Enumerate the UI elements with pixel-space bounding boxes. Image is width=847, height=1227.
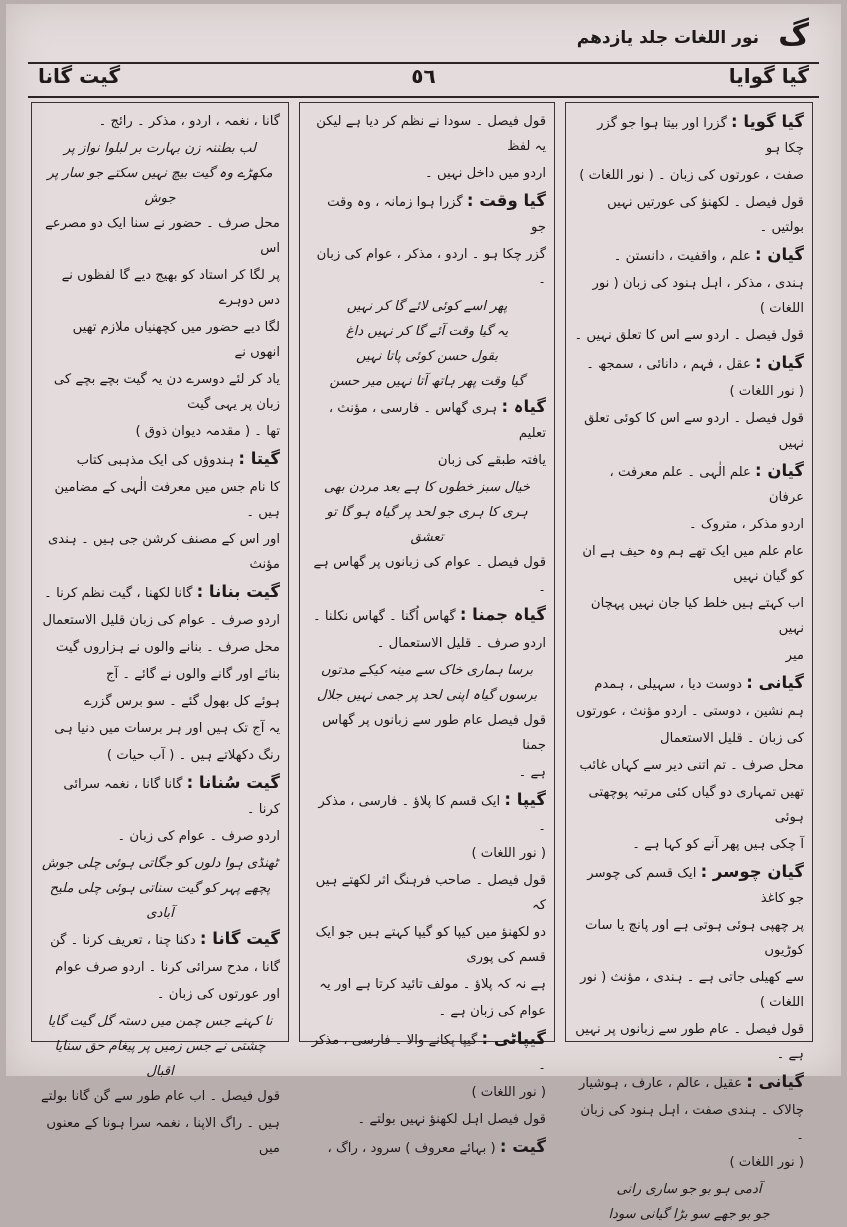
entry-definition: عقل ، فہم ، دانائی ، سمجھ ۔ bbox=[586, 357, 751, 372]
text-line: رنگ دکھلاتے ہیں ۔ ( آب حیات ) bbox=[106, 748, 280, 763]
entry-headword: گیانی : bbox=[746, 673, 804, 692]
entry-headword: گیت بنانا : bbox=[196, 582, 280, 601]
dictionary-entry bbox=[40, 446, 280, 473]
text-line: عام علم میں ایک تھے ہم وہ حیف ہے ان کو گیان نہیں bbox=[582, 544, 804, 584]
text-line: محل صرف ۔ بنانے والوں نے ہزاروں گیت bbox=[55, 640, 280, 655]
dictionary-page bbox=[6, 4, 841, 1222]
dictionary-entry bbox=[308, 394, 546, 446]
dictionary-volume-title: نور اللغات جلد یازدھم bbox=[576, 28, 759, 48]
entry-headword: گیتا : bbox=[238, 449, 280, 468]
column-middle bbox=[299, 102, 555, 1156]
text-line: یاد کر لئے دوسرے دن یہ گیت بچے بچے کی زبان پر یہی گیت bbox=[53, 372, 280, 412]
entry-definition: علم الٰہی ۔ علم معرفت ، عرفان bbox=[609, 465, 804, 505]
text-line: میر bbox=[785, 648, 804, 663]
text-line: ہم نشین ، دوستی ۔ اردو مؤنث ، عورتوں bbox=[576, 704, 804, 719]
entry-headword: گیاہ جمنا : bbox=[459, 605, 546, 624]
column-right bbox=[565, 102, 813, 1222]
text-line: سے کھیلی جاتی ہے ۔ ہندی ، مؤنث ( نور اللغات ) bbox=[580, 970, 804, 1010]
text-line: گانا ، مدح سرائی کرنا ۔ اردو صرف عوام bbox=[55, 960, 280, 975]
entry-headword: گیپا : bbox=[504, 790, 546, 809]
text-line: اردو میں داخل نہیں ۔ bbox=[425, 166, 546, 181]
running-header bbox=[28, 62, 819, 96]
text-line: محل صرف ۔ حضور نے سنا ایک دو مصرعے اس bbox=[45, 216, 280, 256]
text-line: اردو صرف ۔ قلیل الاستعمال ۔ bbox=[376, 636, 546, 651]
text-line: قول فیصل ۔ اردو سے اس کا کوئی تعلق نہیں bbox=[584, 411, 804, 451]
verse-line: گیا وقت پھر ہاتھ آتا نہیں میر حسن bbox=[329, 374, 525, 389]
text-line: قول فیصل ۔ سودا نے نظم کر دیا ہے لیکن یہ لفظ bbox=[316, 114, 546, 154]
text-line: ( نور اللغات ) bbox=[729, 1155, 804, 1170]
entry-headword: گیت گانا : bbox=[199, 929, 280, 948]
text-line: اردو صرف ۔ عوام کی زبان ۔ bbox=[117, 829, 280, 844]
entry-definition: دکنا چنا ، تعریف کرنا ۔ گن bbox=[50, 933, 196, 948]
entry-definition: گزرا ہوا زمانہ ، وہ وقت جو bbox=[327, 195, 546, 235]
verse-line: خیال سبز خطوں کا ہے بعد مردن بھی bbox=[323, 480, 531, 495]
text-line: تھا ۔ ( مقدمہ دیوان ذوق ) bbox=[135, 424, 280, 439]
text-line: لگا دیے حضور میں کچھنیاں ملازم تھیں انھوں نے bbox=[72, 320, 280, 360]
verse-line: چشتی نے جس زمیں پر پیغام حق سنایا اقبال bbox=[54, 1039, 266, 1079]
verse-line: پچھے پہر کو گیت سناتی ہوئی چلی ملیح آبادی bbox=[49, 881, 271, 921]
text-line: قول فیصل ۔ اب عام طور سے گن گانا بولتے bbox=[41, 1089, 280, 1104]
verse-line: مکھڑے وہ گیت بیچ نہیں سکتے جو سار پر جوش bbox=[47, 166, 273, 206]
entry-definition: گیپا پکانے والا ۔ فارسی ، مذکر ۔ bbox=[311, 1033, 546, 1073]
text-line: اردو مذکر ، متروک ۔ bbox=[688, 517, 804, 532]
text-line: بنائے اور گانے والوں نے گائے ۔ آج bbox=[105, 667, 280, 682]
last-headword: گیت گانا bbox=[38, 64, 121, 88]
verse-line: برسوں گیاہ اپنی لحد پر جمی نہیں جلال bbox=[316, 688, 538, 703]
text-line: یافتہ طبقے کی زبان bbox=[437, 453, 546, 468]
text-line: ( نور اللغات ) bbox=[729, 384, 804, 399]
text-line: گزر چکا ہو ۔ اردو ، مذکر ، عوام کی زبان ۔ bbox=[316, 247, 546, 287]
text-line: دو لکھنؤ میں کیپا کو گیپا کہتے ہیں جو ایک قسم کی پوری bbox=[315, 925, 546, 965]
text-line: اردو صرف ۔ عوام کی زبان قلیل الاستعمال bbox=[42, 613, 280, 628]
entry-definition: گھاس اُگنا ۔ گھاس نکلنا ۔ bbox=[313, 609, 456, 624]
entry-headword: گیاہ : bbox=[501, 397, 546, 416]
entry-headword: گیان : bbox=[755, 245, 804, 264]
dictionary-entry bbox=[574, 1069, 804, 1096]
text-line: اب کہتے ہیں خلط کیا جان نہیں پہچان نہیں bbox=[590, 596, 804, 636]
first-headword: گیا گوایا bbox=[728, 64, 809, 88]
text-line: قول فیصل ۔ اردو سے اس کا تعلق نہیں ۔ bbox=[574, 328, 804, 343]
text-line: اور اس کے مصنف کرشن جی ہیں ۔ ہندی مؤنث bbox=[47, 532, 280, 572]
verse-line: جو بو جھے سو بڑا گیانی سودا bbox=[608, 1207, 770, 1222]
text-line: عوام کی زبان ہے ۔ bbox=[438, 1004, 546, 1019]
text-line: قول فیصل عام طور سے زبانوں پر گھاس جمنا bbox=[322, 713, 546, 753]
verse-line: نا کہنے جس چمن میں دستہ گل گیت گایا bbox=[47, 1014, 273, 1029]
entry-headword: گیپاٹی : bbox=[481, 1029, 546, 1048]
text-line: ( نور اللغات ) bbox=[471, 1085, 546, 1100]
verse-line: آدمی ہو بو جو ساری رانی bbox=[616, 1182, 762, 1197]
entry-headword: گیت : bbox=[499, 1137, 546, 1156]
entry-definition: ہری گھاس ۔ فارسی ، مؤنث ، تعلیم bbox=[328, 401, 546, 441]
text-line: آ چکی ہیں پھر آنے کو کہا ہے ۔ bbox=[632, 837, 804, 852]
page-number: ٥٦ bbox=[411, 64, 436, 88]
entry-headword: گیانی : bbox=[746, 1072, 804, 1091]
dictionary-entry bbox=[308, 787, 546, 839]
text-line: صفت ، عورتوں کی زبان ۔ ( نور اللغات ) bbox=[579, 168, 804, 183]
text-line: ہے ۔ bbox=[518, 765, 546, 780]
text-line: اور عورتوں کی زبان ۔ bbox=[156, 987, 280, 1002]
dictionary-entry bbox=[40, 926, 280, 953]
dictionary-entry bbox=[308, 602, 546, 629]
text-line: ہندی ، مذکر ، اہل ہنود کی زبان ( نور اللغات ) bbox=[592, 276, 804, 316]
entry-definition: ( بہائے معروف ) سرود ، راگ ، bbox=[327, 1141, 496, 1156]
verse-line: برسا ہماری خاک سے مینہ کیکے مدتوں bbox=[320, 663, 534, 678]
entry-definition: ایک قسم کا پلاؤ ۔ فارسی ، مذکر ۔ bbox=[318, 794, 546, 834]
entry-definition: گانا لکھنا ، گیت نظم کرنا ۔ bbox=[44, 586, 193, 601]
text-line: کا نام جس میں معرفت الٰہی کے مضامین ہیں ۔ bbox=[54, 480, 280, 520]
verse-line: پھر اسے کوئی لائے گا کر نہیں bbox=[346, 299, 508, 314]
entry-headword: گیت سُنانا : bbox=[186, 773, 280, 792]
entry-headword: گیان چوسر : bbox=[700, 862, 804, 881]
text-line: چالاک ۔ ہندی صفت ، اہل ہنود کی زبان ۔ bbox=[580, 1103, 804, 1143]
entry-definition: ایک قسم کی چوسر جو کاغذ bbox=[587, 866, 804, 906]
text-line: پر چھپی ہوئی ہوتی ہے اور پانچ یا سات کوڑیوں bbox=[585, 918, 804, 958]
dictionary-entry bbox=[574, 242, 804, 269]
text-line: محل صرف ۔ تم اتنی دیر سے کہاں غائب bbox=[579, 758, 804, 773]
dictionary-entry bbox=[308, 188, 546, 240]
text-line: ہوئے کل بھول گئے ۔ سو برس گزرے bbox=[84, 694, 280, 709]
verse-line: ٹھنڈی ہوا دلوں کو جگاتی ہوئی چلی جوش bbox=[42, 856, 278, 871]
text-line: قول فیصل ۔ لکھنؤ کی عورتیں نہیں بولتیں ۔ bbox=[607, 195, 804, 235]
text-line: قول فیصل ۔ صاحب فرہنگ اثر لکھتے ہیں کہ bbox=[315, 873, 546, 913]
header-rule bbox=[28, 96, 819, 98]
text-line: قول فیصل اہل لکھنؤ نہیں بولتے ۔ bbox=[357, 1112, 546, 1127]
entry-definition: ہندوؤں کی ایک مذہبی کتاب bbox=[76, 453, 235, 468]
entry-definition: عقیل ، عالم ، عارف ، ہوشیار bbox=[579, 1076, 743, 1091]
dictionary-entry bbox=[574, 109, 804, 161]
dictionary-entry bbox=[574, 458, 804, 510]
section-letter: گ bbox=[778, 18, 809, 53]
verse-line: ہری کا ہری جو لحد پر گیاہ ہو گا تو تعشق bbox=[326, 505, 528, 545]
entry-definition: گانا گانا ، نغمہ سرائی کرنا ۔ bbox=[63, 777, 280, 817]
text-line: ہے نہ کہ پلاؤ ۔ مولف تائید کرتا ہے اور یہ bbox=[319, 977, 546, 992]
text-line: ہیں ۔ راگ الاپنا ، نغمہ سرا ہونا کے معنوں میں bbox=[46, 1116, 280, 1156]
dictionary-entry bbox=[574, 670, 804, 697]
dictionary-entry bbox=[574, 859, 804, 911]
text-line: گانا ، نغمہ ، اردو ، مذکر ۔ رائج ۔ bbox=[98, 114, 280, 129]
entry-definition: علم ، واقفیت ، دانستن ۔ bbox=[613, 249, 751, 264]
verse-line: یہ گیا وقت آئے گا کر نہیں داغ bbox=[345, 324, 509, 339]
verse-line: لب بطننہ زن بہارت بر لبلوا نواز پر bbox=[64, 141, 256, 156]
dictionary-entry bbox=[40, 770, 280, 822]
text-line: یہ آج تک ہیں اور ہر برسات میں دنیا ہی bbox=[54, 721, 280, 736]
text-line: کی زبان ۔ قلیل الاستعمال bbox=[660, 731, 804, 746]
dictionary-entry bbox=[574, 350, 804, 377]
entry-headword: گیان : bbox=[755, 461, 804, 480]
verse-line: بقول حسن کوئی پاتا نہیں bbox=[355, 349, 498, 364]
text-line: قول فیصل ۔ عام طور سے زبانوں پر نہیں ہے ۔ bbox=[575, 1022, 804, 1062]
entry-headword: گیا گویا : bbox=[731, 112, 804, 131]
entry-headword: گیا وقت : bbox=[466, 191, 546, 210]
dictionary-entry bbox=[308, 1134, 546, 1161]
text-line: قول فیصل ۔ عوام کی زبانوں پر گھاس ہے ۔ bbox=[313, 555, 546, 595]
column-left bbox=[31, 102, 289, 1156]
text-line: پر لگا کر استاد کو بھیج دیے گا لفظوں نے دس دوہرے bbox=[61, 268, 280, 308]
entry-definition: دوست دیا ، سہیلی ، ہمدم bbox=[594, 677, 743, 692]
entry-definition: گزرا اور بیتا ہوا جو گزر چکا ہو bbox=[597, 116, 804, 156]
dictionary-entry bbox=[308, 1026, 546, 1078]
entry-headword: گیان : bbox=[755, 353, 804, 372]
text-line: تھیں تمہاری دو گیاں کئی مرتبہ پوچھتی ہوئی bbox=[588, 785, 804, 825]
dictionary-entry bbox=[40, 579, 280, 606]
text-line: ( نور اللغات ) bbox=[471, 846, 546, 861]
